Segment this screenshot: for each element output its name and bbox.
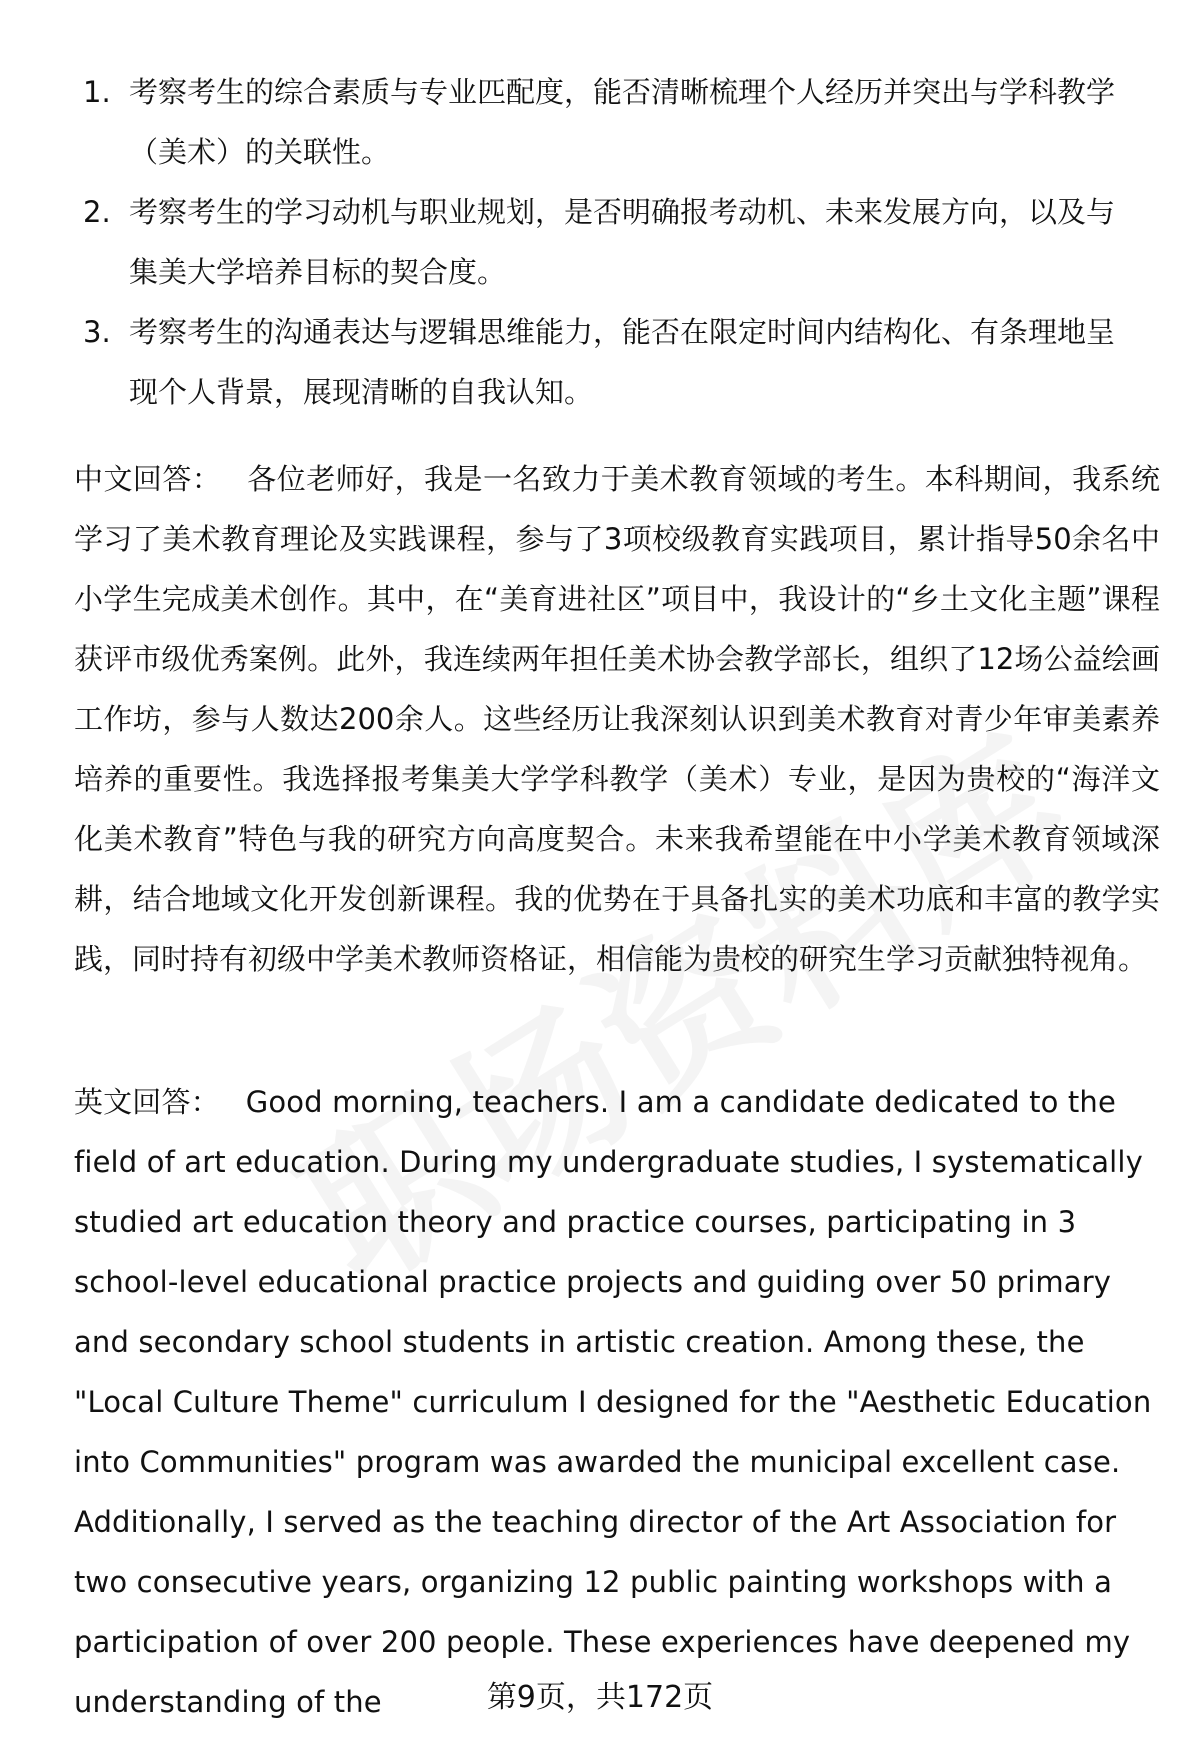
english-answer: [74, 1072, 1160, 1732]
list-item: [0, 62, 1200, 182]
page-footer: 第9页，共172页: [486, 1680, 714, 1715]
chinese-answer-text: 各位老师好，我是一名致力于美术教育领域的考生。本科期间，我系统学习了美术教育理论及实践课程，参与了3项校级教育实践项目，累计指导50余名中小学生完成美术创作。其中，在“美育进社区”项目中，我设计的“乡土文化主题”课程获评市级优秀案例。此外，我连续两年担任美术协会教学部长，组织了12场公益绘画工作坊，参与人数达200余人。这些经历让我深刻认识到美术教育对青少年审美素养培养的重要性。我选择报考集美大学学科教学（美术）专业，是因为贵校的“海洋文化美术教育”特色与我的研究方向高度契合。未来我希望能在中小学美术教育领域深耕，结合地域文化开发创新课程。我的优势在于具备扎实的美术功底和丰富的教学实践，同时持有初级中学美术教师资格证，相信能为贵校的研究生学习贡献独特视角。: [74, 462, 1160, 976]
criteria-list: [0, 62, 1200, 422]
list-item: [0, 182, 1200, 302]
list-item: [0, 302, 1200, 422]
chinese-answer: [74, 449, 1160, 989]
english-answer-label: 英文回答：: [74, 1085, 220, 1119]
list-item-number: 1.: [83, 75, 111, 109]
chinese-answer-label: 中文回答：: [74, 462, 222, 496]
list-item-text: 考察考生的综合素质与专业匹配度，能否清晰梳理个人经历并突出与学科教学（美术）的关联性。: [129, 75, 1116, 169]
list-item-text: 考察考生的学习动机与职业规划，是否明确报考动机、未来发展方向，以及与集美大学培养目标的契合度。: [129, 195, 1116, 289]
list-item-number: 2.: [83, 195, 111, 229]
list-item-number: 3.: [83, 315, 111, 349]
list-item-text: 考察考生的沟通表达与逻辑思维能力，能否在限定时间内结构化、有条理地呈现个人背景，展现清晰的自我认知。: [129, 315, 1116, 409]
english-answer-text: Good morning, teachers. I am a candidate dedicated to the field of art education. During my undergraduate studies, I systematically studied art education theory and practice courses, participating in 3 school-level educational practice projects and guiding over 50 primary and secondary school students in artistic creation. Among these, the "Local Culture Theme" curriculum I designed for the "Aesthetic Education into Communities" program was awarded the municipal excellent case. Additionally, I served as the teaching director of the Art Association for two consecutive years, organizing 12 public painting workshops with a participation of over 200 people. These experiences have deepened my understanding of the: [74, 1085, 1152, 1719]
